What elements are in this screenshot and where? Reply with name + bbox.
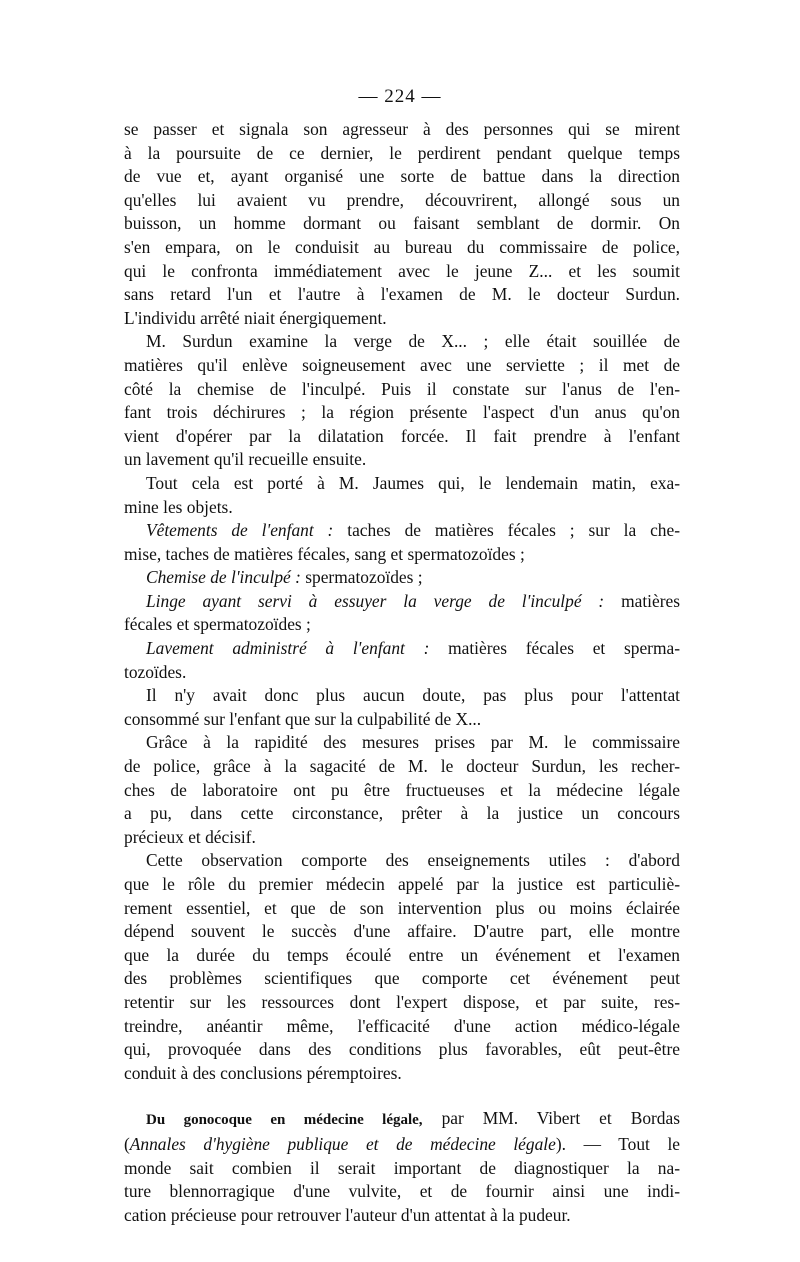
text-line: Grâce à la rapidité des mesures prises par M. le commissaire <box>146 732 680 753</box>
text-line: se passer et signala son agresseur à des personnes qui se mirent <box>124 119 680 139</box>
text-line <box>124 566 680 590</box>
text-line: consommé sur l'enfant que sur la culpabilité de X... <box>124 708 482 729</box>
text-line: buisson, un homme dormant ou faisant semblant de dormir. On <box>124 213 680 234</box>
text-line: (Annales d'hygiène publique et de médecine légale). — Tout le <box>124 1133 680 1154</box>
text-segment: spermatozoïdes ; <box>305 567 423 588</box>
text-line: qui le confronta immédiatement avec le jeune Z... et les soumit <box>124 260 680 281</box>
text-line: mine les objets. <box>124 496 233 517</box>
text-line <box>124 637 680 661</box>
text-line: rement essentiel, et que de son intervention plus ou moins éclairée <box>124 897 680 918</box>
section-heading-line <box>124 1107 680 1133</box>
text-line: retentir sur les ressources dont l'expert dispose, et par suite, res- <box>124 991 680 1012</box>
text-line: s'en empara, on le conduisit au bureau du commissaire de police, <box>124 236 680 257</box>
italic-label-vetements: Vêtements de l'enfant : <box>146 520 334 541</box>
text-line: L'individu arrêté niait énergiquement. <box>124 307 387 328</box>
text-line: sans retard l'un et l'autre à l'examen de M. le docteur Surdun. <box>124 284 680 305</box>
text-segment: matières <box>621 590 680 611</box>
text-line: un lavement qu'il recueille ensuite. <box>124 449 367 470</box>
text-line: cation précieuse pour retrouver l'auteur d'un attentat à la pudeur. <box>124 1204 571 1225</box>
text-segment: par MM. Vibert et Bordas <box>441 1108 680 1129</box>
text-line: mise, taches de matières fécales, sang et spermatozoïdes ; <box>124 543 525 564</box>
text-line: ches de laboratoire ont pu être fructueuses et la médecine légale <box>124 779 680 800</box>
text-line: conduit à des conclusions péremptoires. <box>124 1062 402 1083</box>
text-line: Tout cela est porté à M. Jaumes qui, le lendemain matin, exa- <box>146 472 680 493</box>
text-line: précieux et décisif. <box>124 826 256 847</box>
body-text <box>124 118 680 1227</box>
text-line: de vue et, ayant organisé une sorte de battue dans la direction <box>124 166 680 187</box>
section-title: Du gonocoque en médecine légale, <box>146 1112 423 1129</box>
text-line: M. Surdun examine la verge de X... ; elle était souillée de <box>146 331 680 352</box>
text-line: a pu, dans cette circonstance, prêter à la justice un concours <box>124 803 680 824</box>
text-line: fécales et spermatozoïdes ; <box>124 614 311 635</box>
text-line: Cette observation comporte des enseignements utiles : d'abord <box>146 850 680 871</box>
text-line: qu'elles lui avaient vu prendre, découvrirent, allongé sous un <box>124 189 680 210</box>
text-line: à la poursuite de ce dernier, le perdirent pendant quelque temps <box>124 142 680 163</box>
text-line: des problèmes scientifiques que comporte cet événement peut <box>124 968 680 989</box>
text-line: côté la chemise de l'inculpé. Puis il constate sur l'anus de l'en- <box>124 378 680 399</box>
text-line <box>124 590 680 614</box>
text-line: que la durée du temps écoulé entre un événement et l'examen <box>124 944 680 965</box>
text-line: qui, provoquée dans des conditions plus favorables, eût peut-être <box>124 1039 680 1060</box>
journal-title: Annales d'hygiène publique et de médecine légale <box>129 1133 556 1154</box>
text-line: que le rôle du premier médecin appelé par la justice est particuliè- <box>124 874 680 894</box>
italic-label-lavement: Lavement administré à l'enfant : <box>146 638 430 659</box>
text-segment: matières fécales et sperma- <box>448 638 680 659</box>
text-line: dépend souvent le succès d'une affaire. D'autre part, elle montre <box>124 921 680 942</box>
text-line: vient d'opérer par la dilatation forcée. Il fait prendre à l'enfant <box>124 425 680 446</box>
text-line: tozoïdes. <box>124 661 187 682</box>
text-line: ture blennorragique d'une vulvite, et de fournir ainsi une indi- <box>124 1181 680 1202</box>
text-segment: taches de matières fécales ; sur la che- <box>347 520 681 541</box>
text-line: Il n'y avait donc plus aucun doute, pas plus pour l'attentat <box>146 685 680 706</box>
italic-label-linge: Linge ayant servi à essuyer la verge de l'inculpé : <box>146 590 605 611</box>
text-line: de police, grâce à la sagacité de M. le docteur Surdun, les recher- <box>124 756 680 777</box>
italic-label-chemise: Chemise de l'inculpé : <box>146 567 301 588</box>
text-line: monde sait combien il serait important de diagnostiquer la na- <box>124 1157 680 1178</box>
page-number: — 224 — <box>358 86 442 107</box>
text-segment: — Tout le <box>583 1133 680 1154</box>
text-line <box>124 519 680 543</box>
text-line: treindre, anéantir même, l'efficacité d'une action médico-légale <box>124 1015 680 1036</box>
text-line: fant trois déchirures ; la région présente l'aspect d'un anus qu'on <box>124 402 680 423</box>
text-line: matières qu'il enlève soigneusement avec une serviette ; il met de <box>124 354 680 375</box>
